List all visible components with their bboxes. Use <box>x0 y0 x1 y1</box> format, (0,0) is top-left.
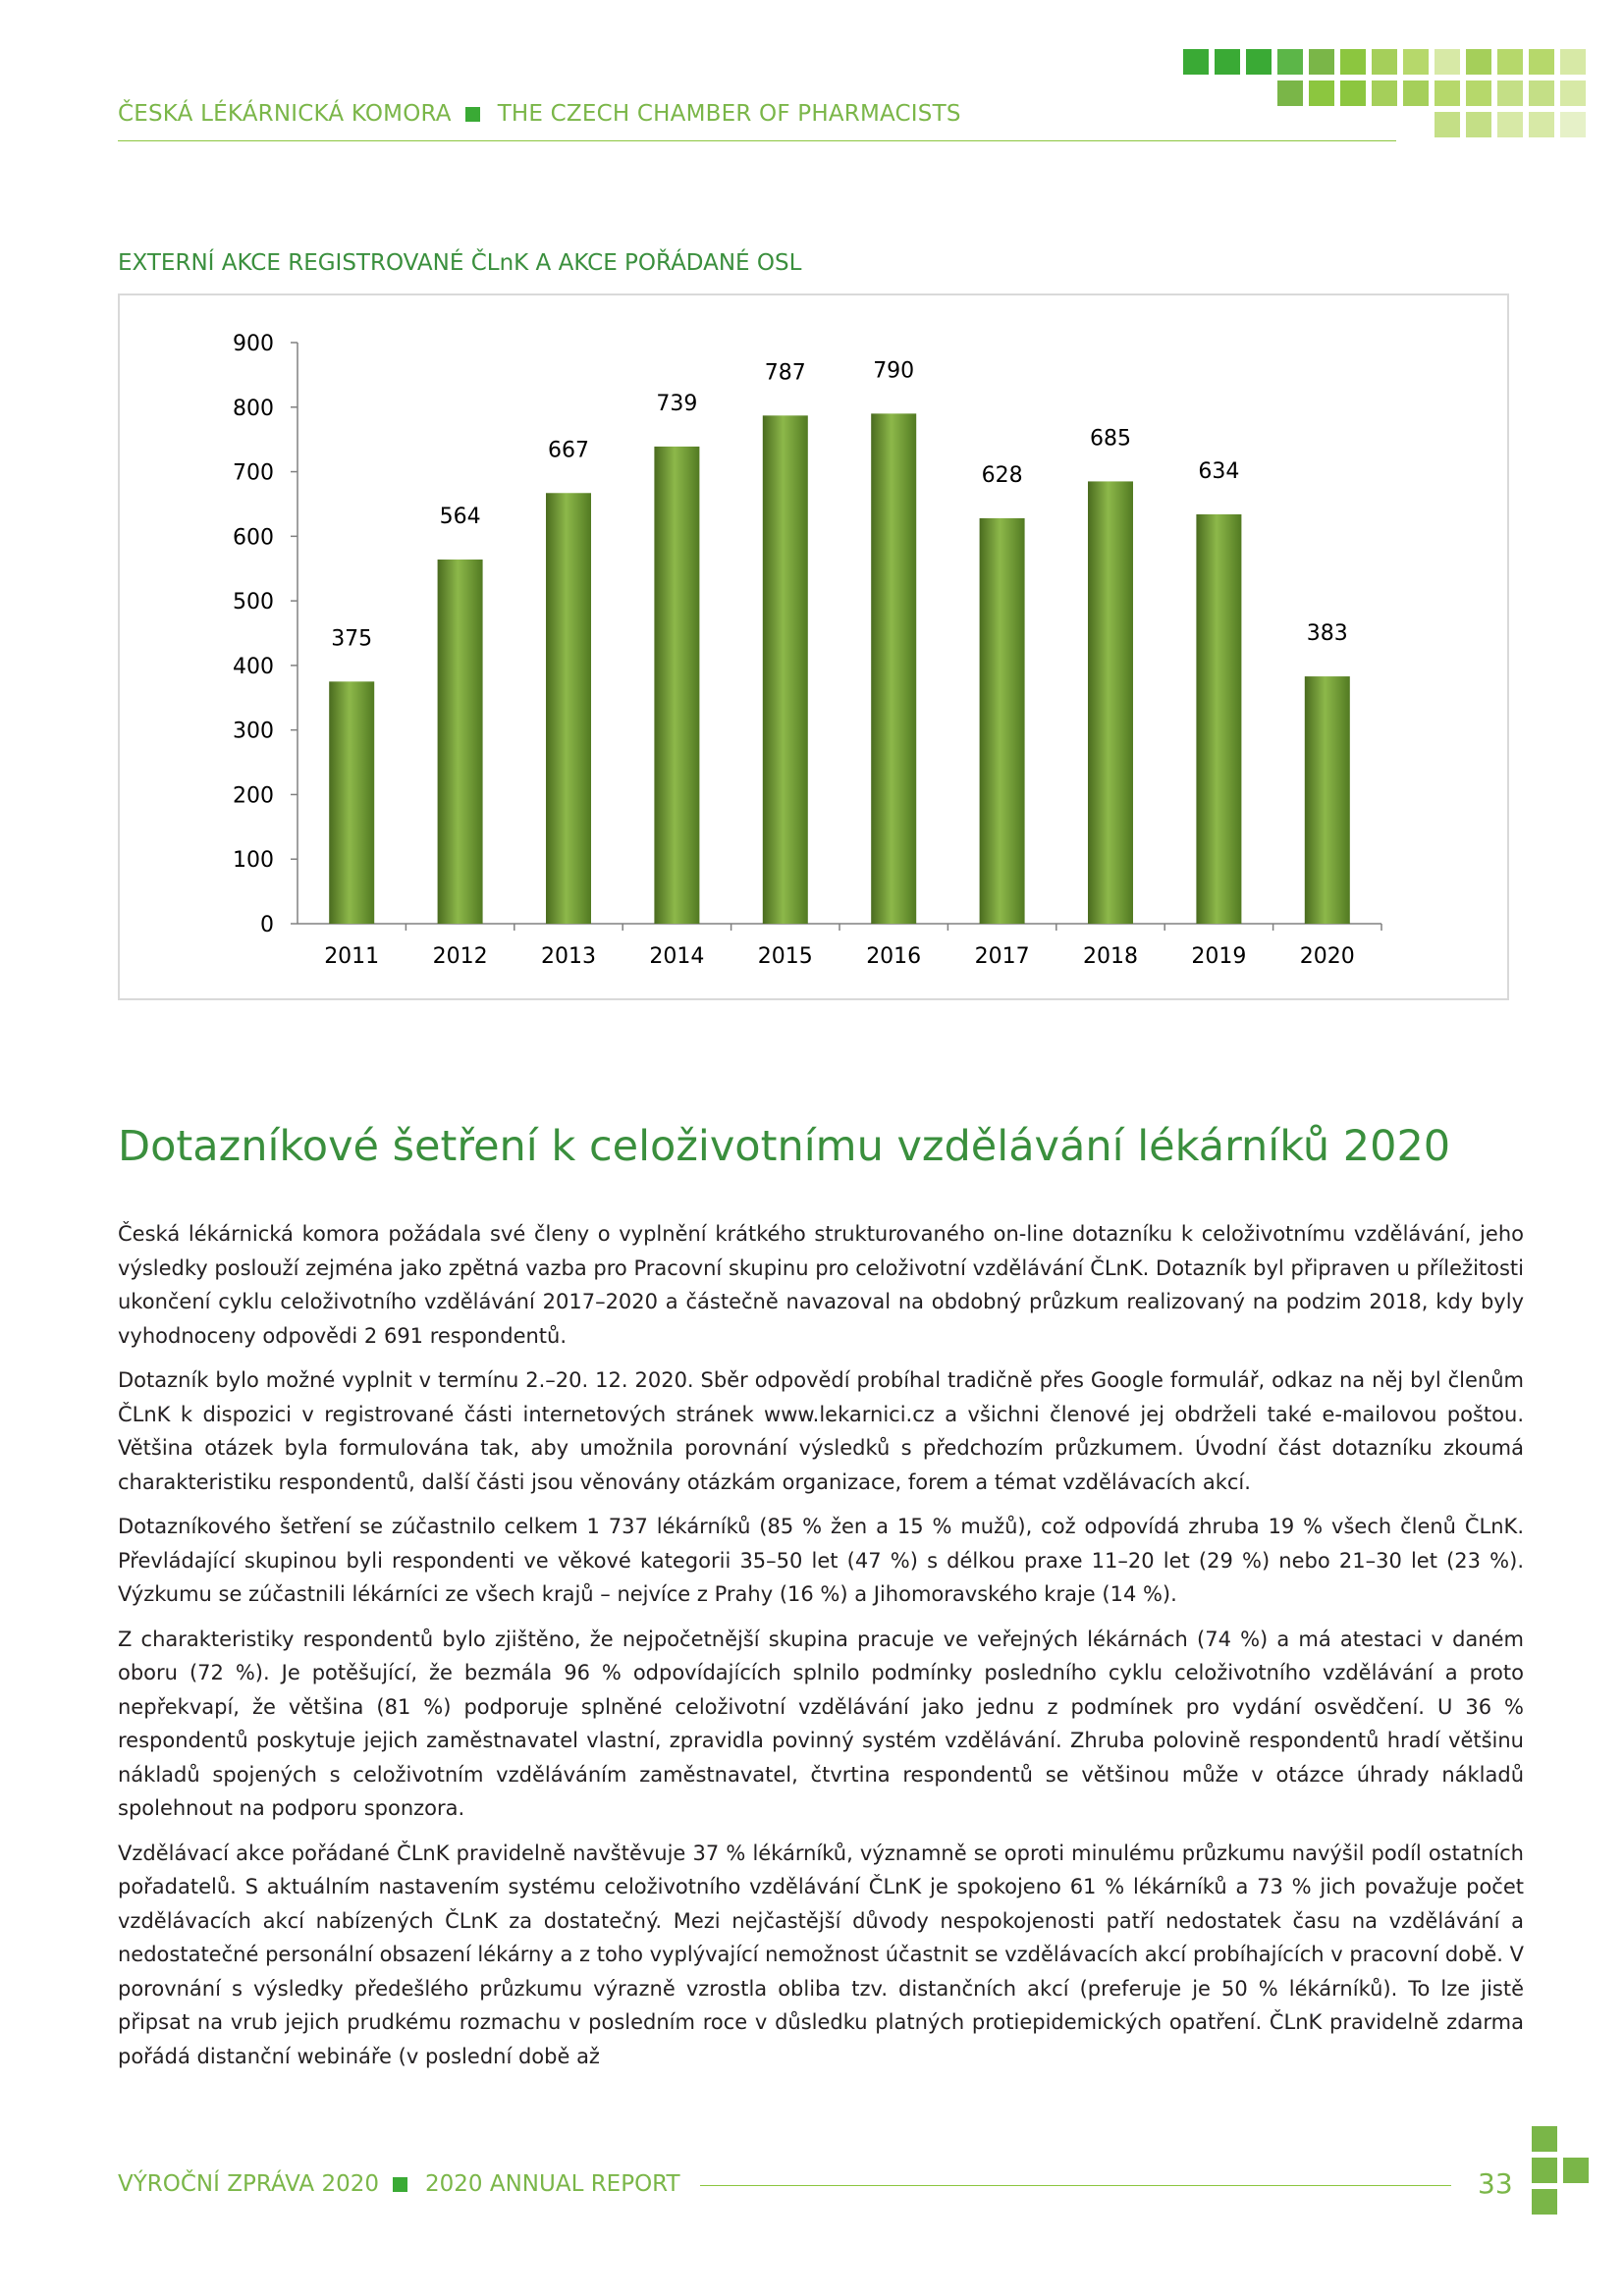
decorative-square <box>1466 112 1491 137</box>
decorative-square <box>1403 80 1429 106</box>
x-tick-label: 2019 <box>1191 944 1247 969</box>
data-label: 787 <box>764 360 806 386</box>
body-text <box>118 1217 1524 2084</box>
decorative-square <box>1340 49 1366 75</box>
decorative-square <box>1183 49 1209 75</box>
data-label: 634 <box>1198 458 1240 484</box>
running-header <box>118 101 961 127</box>
bar <box>1088 481 1133 924</box>
decorative-square <box>1466 49 1491 75</box>
paragraph: Vzdělávací akce pořádané ČLnK pravidelně navštěvuje 37 % lékárníků, významně se oproti minulému průzkumu navýšil podíl ostatních pořadatelů. S aktuálním nastavením systému celoživotního vzdělávání ČLnK je spokojeno 61 % lékárníků a 73 % jich považuje počet vzdělávacích akcí nabízených ČLnK za dostatečný. Mezi nejčastější důvody nespokojenosti patří nedostatek času na vzdělávání a nedostatečné personální obsazení lékárny a z toho vyplývající nemožnost účastnit se vzdělávacích akcí probíhajících v pracovní době. V porovnání s výsledky předešlého průzkumu výrazně vzrostla obliba tzv. distančních akcí (preferuje je 50 % lékárníků). To lze jistě připsat na vrub jejich prudkému rozmachu v posledním roce v důsledku platných protiepidemických opatření. ČLnK pravidelně zdarma pořádá distanční webináře (v poslední době až <box>118 1841 1524 2068</box>
x-tick-label: 2017 <box>974 944 1030 969</box>
decorative-square <box>1309 80 1334 106</box>
decorative-square <box>1497 112 1523 137</box>
data-label: 383 <box>1306 621 1348 647</box>
decorative-square <box>1560 80 1586 106</box>
y-tick-label: 400 <box>233 654 274 679</box>
x-tick-label: 2014 <box>649 944 705 969</box>
x-tick-label: 2012 <box>432 944 488 969</box>
decorative-square <box>1277 80 1303 106</box>
bar <box>438 560 483 924</box>
paragraph: Dotazníkového šetření se zúčastnilo celkem 1 737 lékárníků (85 % žen a 15 % mužů), což odpovídá zhruba 19 % všech členů ČLnK. Převládající skupinou byli respondenti ve věkové kategorii 35–50 let (47 %) s délkou praxe 11–20 let (29 %) nebo 21–30 let (23 %). Výzkumu se zúčastnili lékárníci ze všech krajů – nejvíce z Prahy (16 %) a Jihomoravského kraje (14 %). <box>118 1515 1524 1606</box>
decorative-square <box>1435 49 1460 75</box>
x-tick-label: 2011 <box>324 944 380 969</box>
decorative-square <box>1560 49 1586 75</box>
y-tick-label: 500 <box>233 590 274 615</box>
decorative-square <box>1372 49 1397 75</box>
bar <box>871 413 916 924</box>
footer-right-text: 2020 ANNUAL REPORT <box>425 2171 680 2197</box>
footer-left-text: VÝROČNÍ ZPRÁVA 2020 <box>118 2171 380 2197</box>
decorative-square <box>1532 2158 1557 2183</box>
decorative-square <box>1372 80 1397 106</box>
decorative-square <box>1497 49 1523 75</box>
paragraph: Česká lékárnická komora požádala své členy o vyplnění krátkého strukturovaného on-line dotazníku k celoživotnímu vzdělávání, jeho výsledky poslouží zejména jako zpětná vazba pro Pracovní skupinu pro celoživotní vzdělávání ČLnK. Dotazník byl připraven u příležitosti ukončení cyklu celoživotního vzdělávání 2017–2020 a částečně navazoval na obdobný průzkum realizovaný na podzim 2018, kdy byly vyhodnoceny odpovědi 2 691 respondentů. <box>118 1222 1524 1348</box>
bar-chart <box>120 295 1507 998</box>
y-tick-label: 100 <box>233 848 274 874</box>
footer-rule <box>700 2185 1451 2186</box>
running-footer <box>118 2171 680 2197</box>
data-label: 564 <box>439 505 481 530</box>
y-tick-label: 200 <box>233 783 274 809</box>
page-number: 33 <box>1478 2167 1513 2200</box>
data-label: 628 <box>981 462 1023 488</box>
decorative-square <box>1532 2126 1557 2152</box>
decorative-square <box>1529 80 1554 106</box>
data-label: 790 <box>873 358 915 384</box>
data-label: 375 <box>331 626 373 652</box>
paragraph: Z charakteristiky respondentů bylo zjištěno, že nejpočetnější skupina pracuje ve veřejných lékárnách (74 %) a má atestaci v daném oboru (72 %). Je potěšující, že bezmála 96 % odpovídajících splnilo podmínky posledního cyklu celoživotního vzdělávání a proto nepřekvapí, že většina (81 %) podporuje splněné celoživotní vzdělávání jako jednu z podmínek pro vydání osvědčení. U 36 % respondentů poskytuje jejich zaměstnavatel vlastní, zpravidla povinný systém vzdělávání. Zhruba polovině respondentů hradí většinu nákladů spojených s celoživotním vzděláváním zaměstnavatel, čtvrtina respondentů se většinou může v otázce úhrady nákladů spolehnout na podporu sponzora. <box>118 1627 1524 1820</box>
decorative-square <box>1277 49 1303 75</box>
data-label: 685 <box>1090 426 1131 452</box>
decorative-square <box>1532 2189 1557 2215</box>
header-left-text: ČESKÁ LÉKÁRNICKÁ KOMORA <box>118 101 452 127</box>
bar <box>763 415 808 924</box>
bar <box>546 493 591 924</box>
header-right-text: THE CZECH CHAMBER OF PHARMACISTS <box>497 101 961 127</box>
footer-separator-square <box>393 2177 407 2192</box>
x-tick-label: 2015 <box>757 944 813 969</box>
bar <box>1196 514 1241 924</box>
decorative-square <box>1435 80 1460 106</box>
decorative-square <box>1309 49 1334 75</box>
bar <box>980 518 1025 924</box>
y-tick-label: 900 <box>233 332 274 356</box>
decorative-square <box>1529 112 1554 137</box>
header-separator-square <box>465 107 480 122</box>
section-title: Dotazníkové šetření k celoživotnímu vzdělávání lékárníků 2020 <box>118 1122 1451 1171</box>
decorative-square <box>1340 80 1366 106</box>
decorative-square <box>1563 2158 1589 2183</box>
y-tick-label: 700 <box>233 460 274 486</box>
x-tick-label: 2018 <box>1083 944 1138 969</box>
y-tick-label: 600 <box>233 525 274 551</box>
x-tick-label: 2020 <box>1299 944 1355 969</box>
bar <box>329 681 374 924</box>
chart-frame <box>118 294 1509 1000</box>
bar <box>654 447 699 924</box>
decorative-square <box>1560 112 1586 137</box>
header-rule <box>118 140 1396 141</box>
decorative-square <box>1529 49 1554 75</box>
decorative-square <box>1466 80 1491 106</box>
decorative-square <box>1497 80 1523 106</box>
chart-title: EXTERNÍ AKCE REGISTROVANÉ ČLnK A AKCE POŘÁDANÉ OSL <box>118 250 802 276</box>
y-tick-label: 300 <box>233 719 274 744</box>
decorative-square <box>1435 112 1460 137</box>
decorative-square <box>1215 49 1240 75</box>
paragraph: Dotazník bylo možné vyplnit v termínu 2.–20. 12. 2020. Sběr odpovědí probíhal tradičně přes Google formulář, odkaz na něj byl členům ČLnK k dispozici v registrované části internetových stránek www.lekarnici.cz a všichni členové jej obdrželi také e-mailovou poštou. Většina otázek byla formulována tak, aby umožnila porovnání výsledků s předchozím průzkumem. Úvodní část dotazníku zkoumá charakteristiku respondentů, další části jsou věnovány otázkám organizace, forem a témat vzdělávacích akcí. <box>118 1368 1524 1494</box>
data-label: 667 <box>548 438 589 463</box>
y-tick-label: 0 <box>260 913 274 937</box>
x-tick-label: 2016 <box>866 944 922 969</box>
y-tick-label: 800 <box>233 396 274 421</box>
data-label: 739 <box>656 391 698 416</box>
decorative-square <box>1403 49 1429 75</box>
decorative-square <box>1246 49 1272 75</box>
x-tick-label: 2013 <box>541 944 596 969</box>
bar <box>1305 676 1350 924</box>
